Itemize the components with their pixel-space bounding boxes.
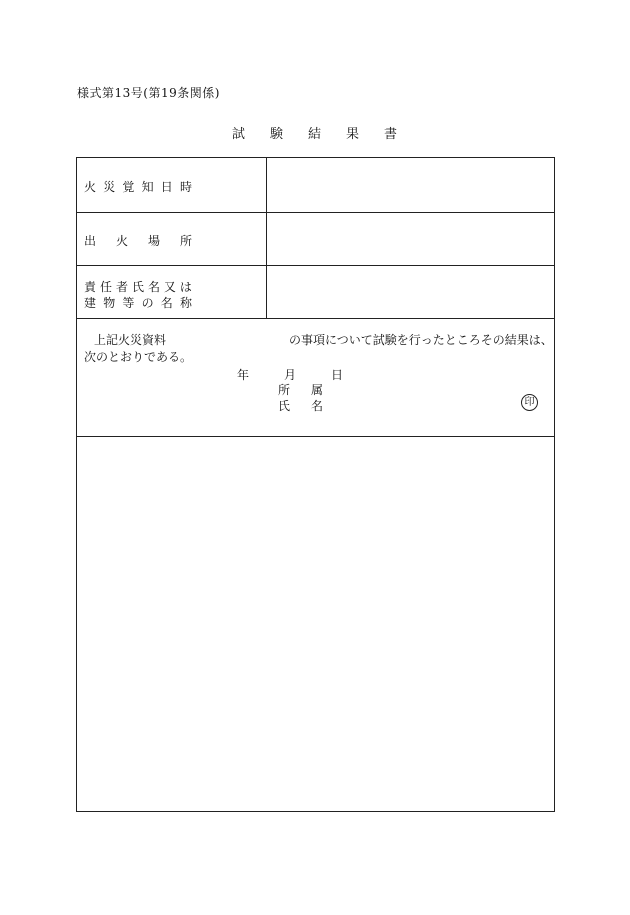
day-label: 日 — [331, 368, 344, 382]
label-char: 建 — [84, 296, 97, 310]
label-char: 称 — [179, 296, 192, 310]
label-char: 災 — [103, 180, 116, 194]
fire-location-row — [77, 212, 554, 266]
fire-detection-datetime-label — [77, 158, 267, 212]
label-char: 物 — [103, 296, 116, 310]
label-char: 等 — [122, 296, 135, 310]
label-char: 氏 — [131, 280, 144, 294]
test-result-field[interactable] — [77, 436, 554, 811]
title-char: 験 — [269, 127, 284, 142]
form-number: 様式第13号(第19条関係) — [77, 86, 220, 100]
label-char: 又 — [163, 280, 176, 294]
fire-location-field[interactable] — [267, 212, 554, 265]
label-char: 覚 — [122, 180, 135, 194]
statement-part2: の事項について試験を行ったところその結果は、 — [289, 333, 553, 347]
label-char: 火 — [115, 234, 128, 248]
label-char: 名 — [147, 280, 160, 294]
label-char: 場 — [147, 234, 160, 248]
label-char: 知 — [141, 180, 154, 194]
fire-detection-datetime-field[interactable] — [267, 158, 554, 212]
statement-part1: 上記火災資料 — [94, 333, 167, 347]
name-char: 氏 — [278, 399, 291, 413]
label-text-line2 — [84, 294, 192, 311]
label-char: 者 — [115, 280, 128, 294]
label-text-line1 — [84, 278, 192, 295]
title-char: 試 — [231, 127, 246, 142]
title-char: 結 — [307, 127, 322, 142]
label-char: 任 — [99, 280, 112, 294]
name-line — [278, 397, 323, 414]
responsible-person-field[interactable] — [267, 265, 554, 318]
label-char: 日 — [160, 180, 173, 194]
title-char: 書 — [384, 127, 399, 142]
responsible-person-label — [77, 265, 267, 318]
statement-line2: 次のとおりである。 — [84, 350, 193, 364]
label-char: の — [141, 296, 154, 310]
title-char: 果 — [346, 127, 361, 142]
label-text — [84, 232, 192, 249]
label-char: 時 — [179, 180, 192, 194]
document-title — [0, 123, 630, 142]
label-char: 火 — [84, 180, 97, 194]
name-char: 名 — [311, 399, 324, 413]
label-char: 所 — [179, 234, 192, 248]
affiliation-char: 所 — [278, 383, 291, 397]
fire-location-label — [77, 212, 267, 265]
affiliation-line — [278, 381, 323, 398]
form-table — [76, 157, 555, 812]
label-text — [84, 178, 192, 195]
label-char: 名 — [160, 296, 173, 310]
year-label: 年 — [237, 368, 250, 382]
fire-detection-datetime-row — [77, 158, 554, 213]
statement-line1 — [84, 332, 553, 349]
label-char: 出 — [84, 234, 97, 248]
label-char: は — [179, 280, 192, 294]
responsible-person-row — [77, 265, 554, 319]
label-char: 責 — [84, 280, 97, 294]
seal-mark: 印 — [521, 394, 538, 411]
affiliation-char: 属 — [311, 383, 324, 397]
statement-section — [77, 318, 554, 437]
statement-text — [84, 332, 553, 366]
month-label: 月 — [284, 368, 297, 382]
